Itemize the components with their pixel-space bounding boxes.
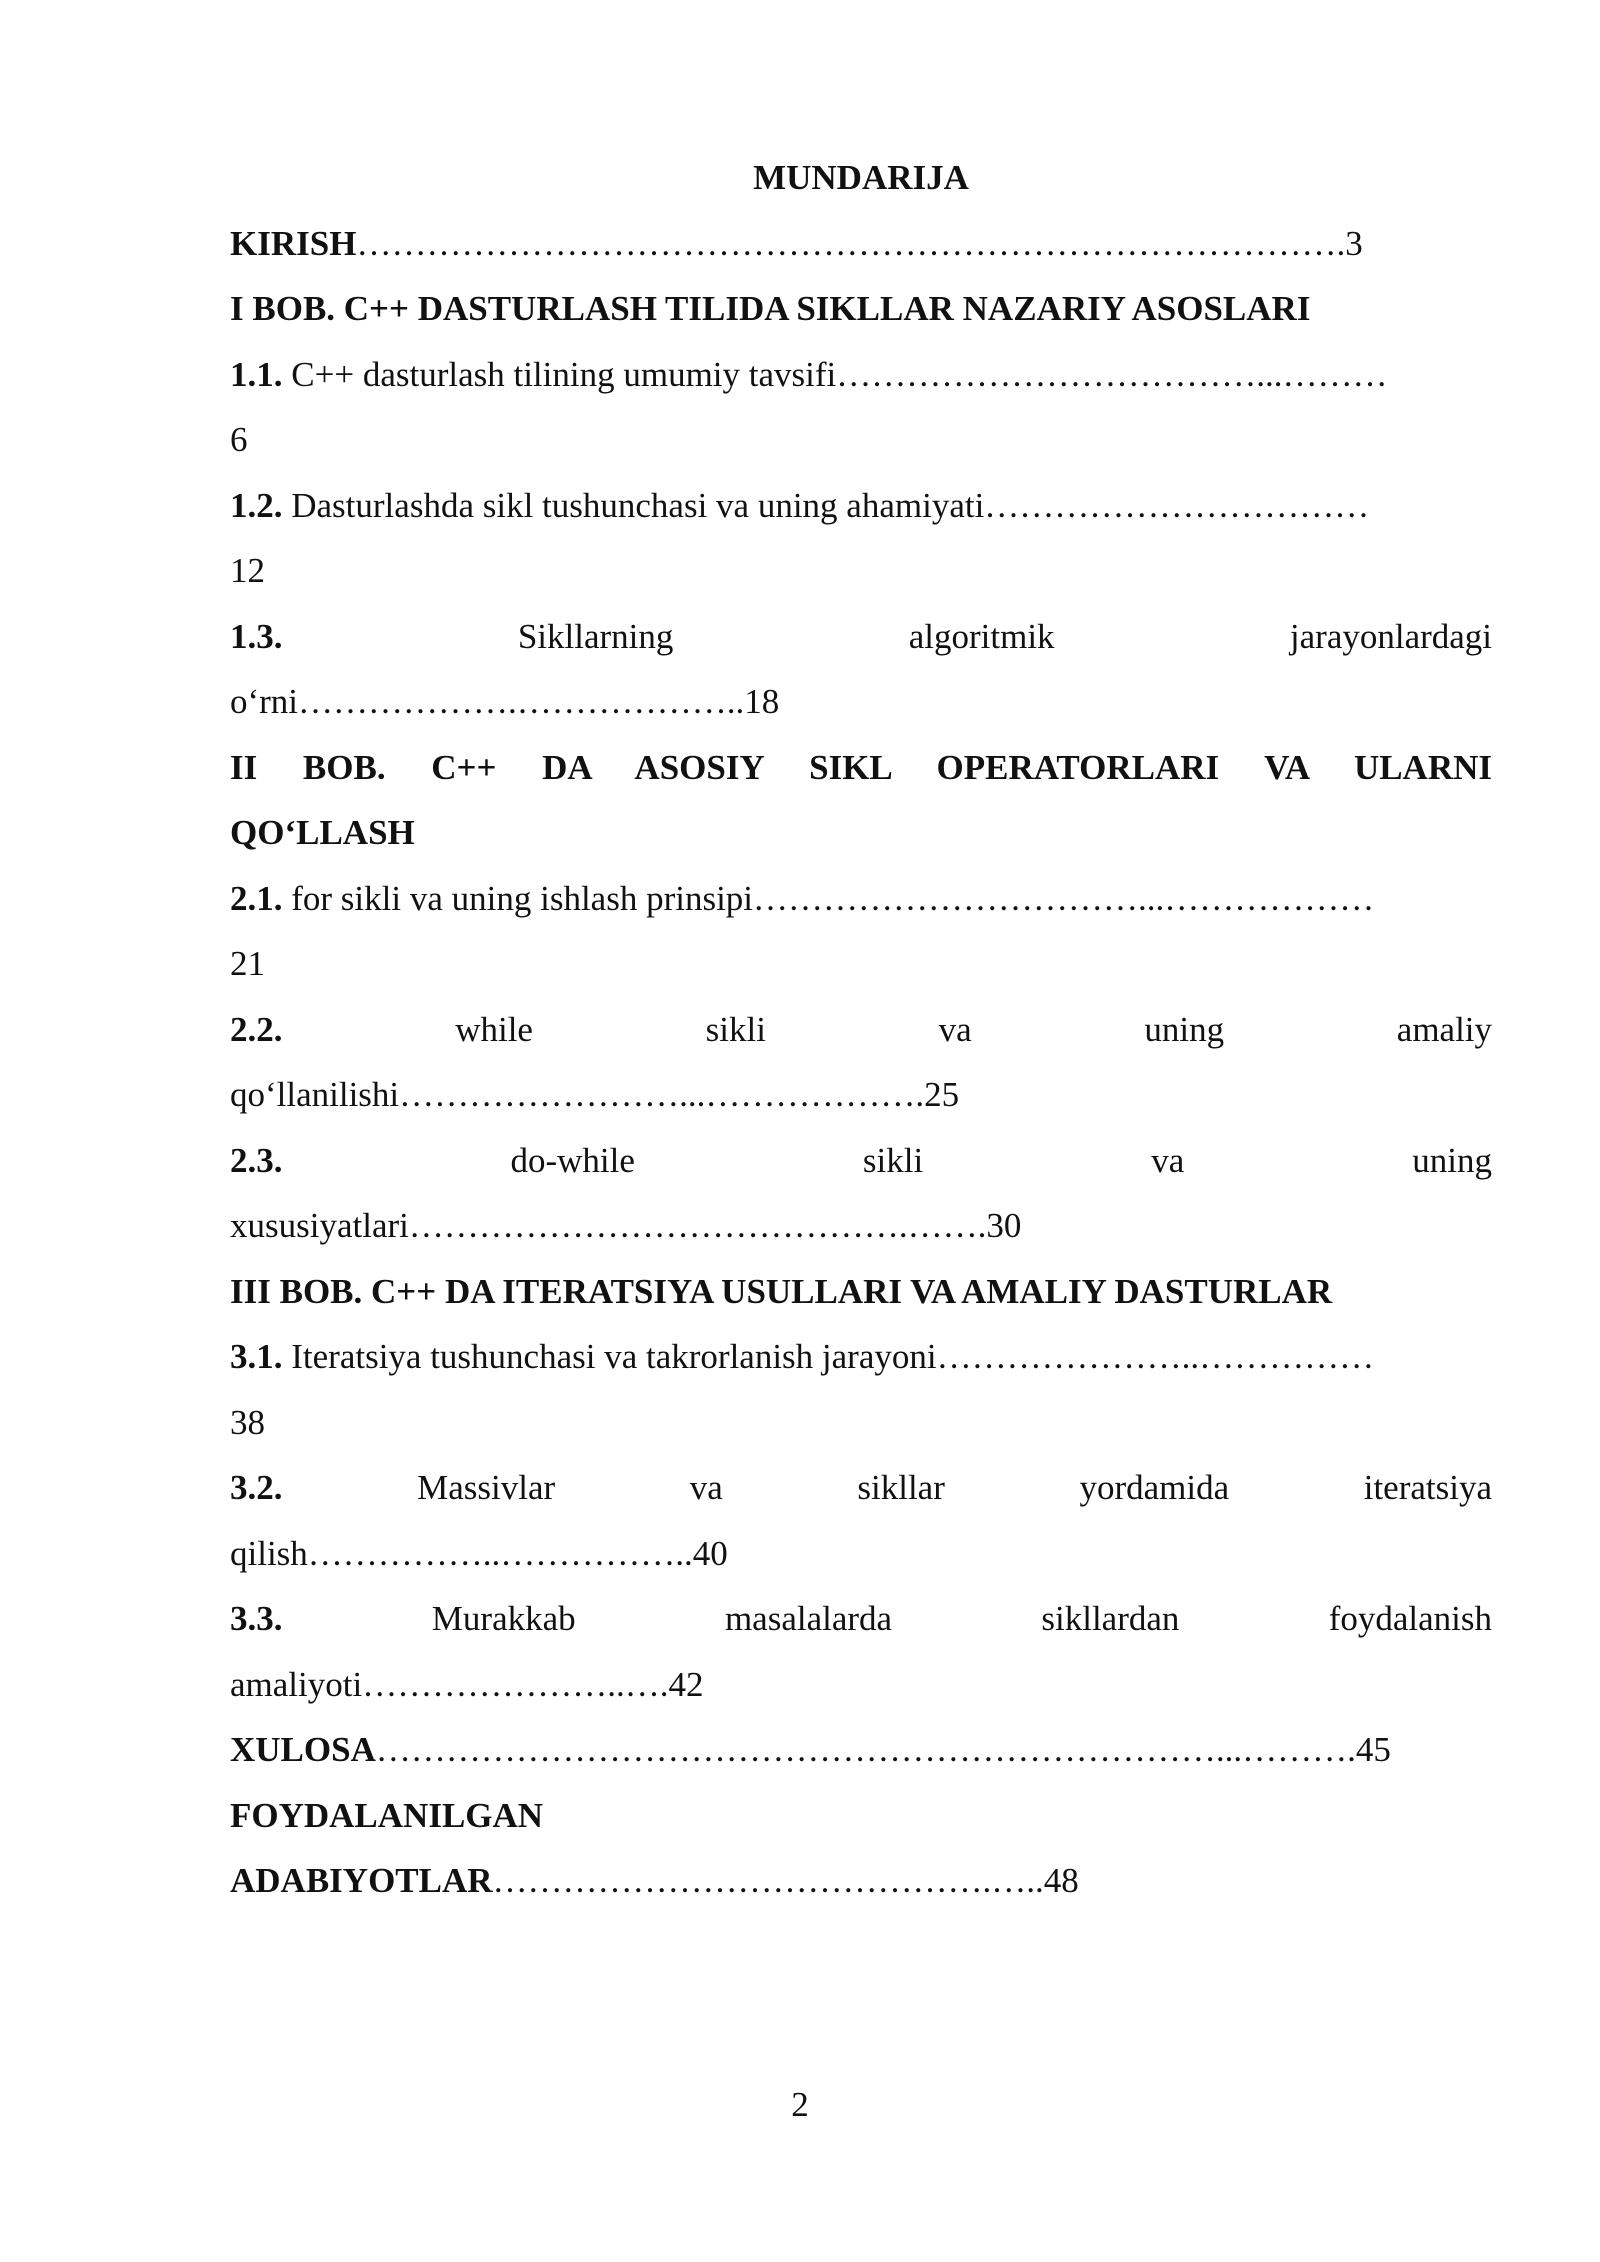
toc-page-1-2: 12 — [230, 551, 265, 590]
heading-word: II — [230, 747, 258, 787]
section-word: do-while — [510, 1140, 635, 1180]
toc-page: 3 — [1345, 223, 1363, 263]
toc-entry-xulosa — [230, 1717, 1492, 1783]
toc-label: XULOSA — [230, 1730, 376, 1769]
toc-dots: …………………………………………………………………………. — [356, 223, 1346, 263]
section-number: 2.1. — [230, 878, 283, 918]
toc-entry-bibliography-line-1: FOYDALANILGAN — [230, 1795, 544, 1835]
section-word: iteratsiya — [1363, 1468, 1493, 1507]
section-word: uning — [1412, 1140, 1492, 1180]
toc-continuation-2-2: qo‘llanilishi……………………...……………….25 — [230, 1075, 960, 1114]
toc-page: 45 — [1355, 1730, 1391, 1769]
heading-word: ULARNI — [1353, 747, 1493, 787]
section-word: Murakkab — [431, 1599, 576, 1638]
section-number: 3.1. — [230, 1337, 283, 1376]
section-word: va — [938, 1009, 972, 1049]
section-word: Massivlar — [417, 1468, 556, 1507]
chapter-heading-3: III BOB. C++ DA ITERATSIYA USULLARI VA AMALIY DASTURLAR — [230, 1271, 1333, 1311]
toc-page-1-1: 6 — [230, 420, 248, 459]
toc-continuation-3-2: qilish……………..……………..40 — [230, 1533, 728, 1573]
toc-continuation-2-3: xususiyatlari…………………………………….…….30 — [230, 1206, 1022, 1245]
toc-entry-1-3 — [230, 604, 1492, 670]
section-word: algoritmik — [908, 616, 1055, 656]
toc-page-3-1: 38 — [230, 1402, 265, 1442]
heading-word: SIKL — [809, 747, 891, 787]
section-number: 2.2. — [230, 1009, 283, 1049]
toc-label: ADABIYOTLAR — [230, 1861, 493, 1900]
section-word: va — [689, 1468, 723, 1507]
chapter-heading-1: I BOB. C++ DASTURLASH TILIDA SIKLLAR NAZARIY ASOSLARI — [230, 289, 1311, 328]
heading-word: VA — [1264, 747, 1309, 787]
section-word: va — [1151, 1140, 1185, 1180]
section-title: for sikli va uning ishlash prinsipi……………………………...……………… — [282, 878, 1375, 918]
section-word: while — [455, 1009, 533, 1049]
section-word: amaliy — [1396, 1009, 1493, 1049]
section-title: C++ dasturlash tilining umumiy tavsifi………………………………...……… — [282, 354, 1388, 394]
section-number: 3.2. — [230, 1468, 283, 1507]
section-word: uning — [1144, 1009, 1225, 1049]
toc-entry-kirish — [230, 211, 1492, 277]
section-number: 2.3. — [230, 1140, 283, 1180]
section-title: Dasturlashda sikl tushunchasi va uning ahamiyati…………………………… — [282, 485, 1370, 525]
toc-page: 48 — [1043, 1861, 1079, 1900]
toc-dots: …………………………………….….. — [492, 1861, 1044, 1900]
toc-entry-1-2 — [230, 473, 1492, 539]
section-number: 3.3. — [230, 1599, 283, 1638]
table-of-contents — [230, 145, 1492, 1914]
section-word: sikllar — [857, 1468, 945, 1507]
toc-entry-3-1 — [230, 1324, 1492, 1390]
chapter-heading-2-continuation: QO‘LLASH — [230, 813, 415, 852]
section-word: jarayonlardagi — [1289, 616, 1493, 656]
chapter-heading-2 — [230, 735, 1492, 801]
heading-word: DA — [542, 747, 591, 787]
toc-entry-2-3 — [230, 1128, 1492, 1194]
heading-word: BOB. — [302, 747, 386, 787]
section-word: foydalanish — [1328, 1599, 1492, 1638]
page-title: MUNDARIJA — [753, 158, 969, 197]
section-word: sikli — [705, 1009, 766, 1049]
toc-entry-bibliography — [230, 1848, 1492, 1914]
section-title: Iteratsiya tushunchasi va takrorlanish jarayoni…………………..…………… — [282, 1337, 1375, 1376]
section-number: 1.2. — [230, 485, 283, 525]
toc-dots: ………………………………………………………………...………. — [375, 1730, 1356, 1769]
section-number: 1.1. — [230, 354, 283, 394]
page-number: 2 — [791, 2085, 809, 2124]
toc-label: KIRISH — [230, 223, 357, 263]
toc-entry-3-2 — [230, 1455, 1492, 1521]
section-number: 1.3. — [230, 616, 283, 656]
toc-continuation-1-3: o‘rni……………….………………..18 — [230, 682, 780, 721]
toc-entry-3-3 — [230, 1586, 1492, 1652]
toc-entry-2-1 — [230, 866, 1492, 932]
toc-page-2-1: 21 — [230, 944, 265, 983]
section-word: sikllardan — [1041, 1599, 1180, 1638]
section-word: sikli — [862, 1140, 924, 1180]
toc-continuation-3-3: amaliyoti…………………..….42 — [230, 1664, 704, 1704]
toc-entry-1-1 — [230, 342, 1492, 408]
toc-entry-2-2 — [230, 997, 1492, 1063]
section-word: Sikllarning — [517, 616, 674, 656]
heading-word: OPERATORLARI — [936, 747, 1220, 787]
section-word: masalalarda — [724, 1599, 893, 1638]
heading-word: C++ — [431, 747, 497, 787]
heading-word: ASOSIY — [634, 747, 764, 787]
section-word: yordamida — [1079, 1468, 1230, 1507]
